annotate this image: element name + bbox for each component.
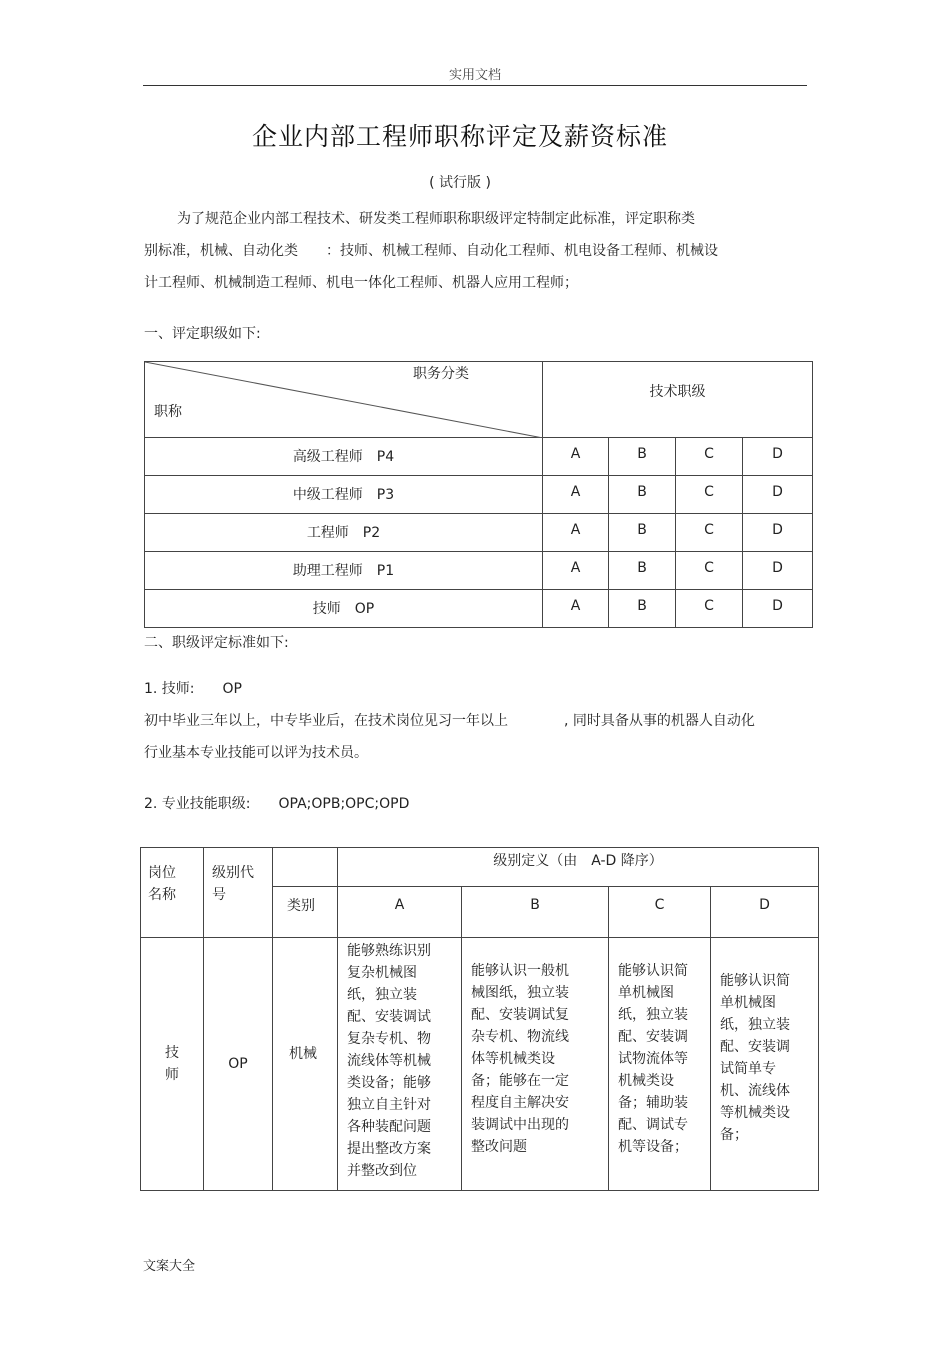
definition-line: 体等机械类设	[471, 1051, 555, 1067]
post-line: 技	[165, 1045, 179, 1061]
header-level-definition: 级别定义（由 A-D 降序）	[338, 848, 819, 887]
intro-line-1: 为了规范企业内部工程技术、研发类工程师职称职级评定特制定此标准，评定职称类	[177, 211, 695, 227]
grade-a: A	[543, 438, 609, 476]
definition-line: 各种装配问题	[347, 1119, 431, 1135]
row-title: 高级工程师 P4	[145, 438, 543, 476]
definition-line: 单机械图	[720, 995, 776, 1011]
grade-c: C	[676, 438, 743, 476]
header-post-line: 岗位	[148, 865, 176, 881]
header-code-line: 级别代	[212, 865, 254, 881]
header-post-line: 名称	[148, 887, 176, 903]
definition-line: 类设备；能够	[347, 1075, 431, 1091]
definition-line: 配、安装调试复	[471, 1007, 569, 1023]
definition-line: 装调试中出现的	[471, 1117, 569, 1133]
table-row	[145, 590, 813, 628]
header-grade-c: C	[609, 887, 711, 938]
definition-line: 整改问题	[471, 1139, 527, 1155]
document-subtitle: ( 试行版 )	[429, 175, 491, 191]
definition-line: 配、安装调	[720, 1039, 790, 1055]
intro-line-3: 计工程师、机械制造工程师、机电一体化工程师、机器人应用工程师；	[144, 275, 578, 291]
definition-line: 等机械类设	[720, 1105, 790, 1121]
page-footer-label: 文案大全	[143, 1259, 196, 1274]
definition-b-cell	[462, 938, 609, 1191]
grade-c: C	[676, 552, 743, 590]
definition-line: 杂专机、物流线	[471, 1029, 569, 1045]
grade-d: D	[743, 476, 813, 514]
grade-b: B	[609, 590, 676, 628]
row-title: 中级工程师 P3	[145, 476, 543, 514]
definition-line: 并整改到位	[347, 1163, 417, 1179]
grade-a: A	[543, 476, 609, 514]
grade-d: D	[743, 438, 813, 476]
corner-label-title: 职称	[154, 404, 182, 420]
grade-c: C	[676, 514, 743, 552]
post-line: 师	[165, 1067, 179, 1083]
category-cell: 机械	[273, 938, 338, 1191]
grade-b: B	[609, 438, 676, 476]
definition-line: 备；辅助装	[618, 1095, 688, 1111]
document-title: 企业内部工程师职称评定及薪资标准	[251, 122, 668, 151]
corner-label-category: 职务分类	[413, 366, 469, 382]
item-1-title: 1. 技师: OP	[144, 681, 242, 697]
definition-line: 能够认识简	[618, 963, 688, 979]
definition-line: 纸，独立装	[720, 1017, 790, 1033]
definition-line: 机等设备；	[618, 1139, 688, 1155]
diagonal-line	[145, 362, 543, 438]
section-2-heading: 二、职级评定标准如下:	[144, 635, 289, 651]
definition-line: 试简单专	[720, 1061, 776, 1077]
post-name-cell	[141, 938, 204, 1191]
grade-c: C	[676, 590, 743, 628]
definition-line: 机械类设	[618, 1073, 674, 1089]
definition-line: 程度自主解决安	[471, 1095, 569, 1111]
header-level-code	[204, 848, 273, 938]
definition-line: 纸，独立装	[347, 987, 417, 1003]
section-1-heading: 一、评定职级如下:	[144, 326, 261, 342]
definition-line: 复杂机械图	[347, 965, 417, 981]
definition-line: 备；能够在一定	[471, 1073, 569, 1089]
grade-b: B	[609, 476, 676, 514]
header-empty	[273, 848, 338, 887]
definition-line: 试物流体等	[618, 1051, 688, 1067]
definition-line: 能够认识一般机	[471, 963, 569, 979]
definition-line: 复杂专机、物	[347, 1031, 431, 1047]
header-category: 类别	[273, 887, 338, 938]
header-rule	[143, 85, 807, 86]
table-row	[145, 514, 813, 552]
grade-a: A	[543, 514, 609, 552]
grade-b: B	[609, 514, 676, 552]
grade-d: D	[743, 514, 813, 552]
row-title: 技师 OP	[145, 590, 543, 628]
grade-b: B	[609, 552, 676, 590]
table-row	[141, 938, 819, 1191]
grade-c: C	[676, 476, 743, 514]
header-code-line: 号	[212, 887, 226, 903]
grade-d: D	[743, 590, 813, 628]
item-2-title: 2. 专业技能职级: OPA;OPB;OPC;OPD	[144, 796, 410, 812]
definition-line: 单机械图	[618, 985, 674, 1001]
row-title: 助理工程师 P1	[145, 552, 543, 590]
item-1-line-2: 行业基本专业技能可以评为技术员。	[144, 745, 368, 761]
header-post-name	[141, 848, 204, 938]
table-row	[145, 438, 813, 476]
definition-line: 配、安装调试	[347, 1009, 431, 1025]
item-1-line-1: 初中毕业三年以上，中专毕业后，在技术岗位见习一年以上 , 同时具备从事的机器人自动化	[144, 713, 755, 729]
definition-line: 流线体等机械	[347, 1053, 431, 1069]
definition-line: 提出整改方案	[347, 1141, 431, 1157]
header-grade-b: B	[462, 887, 609, 938]
header-grade-a: A	[338, 887, 462, 938]
grade-d: D	[743, 552, 813, 590]
definition-line: 械图纸，独立装	[471, 985, 569, 1001]
grade-a: A	[543, 590, 609, 628]
definition-line: 备；	[720, 1127, 748, 1143]
table-row	[145, 552, 813, 590]
grade-a: A	[543, 552, 609, 590]
definition-line: 纸，独立装	[618, 1007, 688, 1023]
definition-c-cell	[609, 938, 711, 1191]
skill-level-table	[140, 847, 819, 1191]
definition-line: 机、流线体	[720, 1083, 790, 1099]
definition-line: 能够熟练识别	[347, 943, 431, 959]
header-grade-d: D	[711, 887, 819, 938]
definition-d-cell	[711, 938, 819, 1191]
row-title: 工程师 P2	[145, 514, 543, 552]
table-row	[145, 476, 813, 514]
definition-line: 独立自主针对	[347, 1097, 431, 1113]
level-code-cell: OP	[204, 938, 273, 1191]
definition-line: 能够认识简	[720, 973, 790, 989]
page-header-label: 实用文档	[448, 68, 501, 83]
rank-table	[144, 361, 813, 628]
corner-cell	[145, 362, 543, 438]
definition-line: 配、安装调	[618, 1029, 688, 1045]
definition-line: 配、调试专	[618, 1117, 688, 1133]
tech-level-header: 技术职级	[543, 362, 813, 438]
definition-a-cell	[338, 938, 462, 1191]
intro-line-2: 别标准，机械、自动化类 ：技师、机械工程师、自动化工程师、机电设备工程师、机械设	[144, 243, 718, 259]
